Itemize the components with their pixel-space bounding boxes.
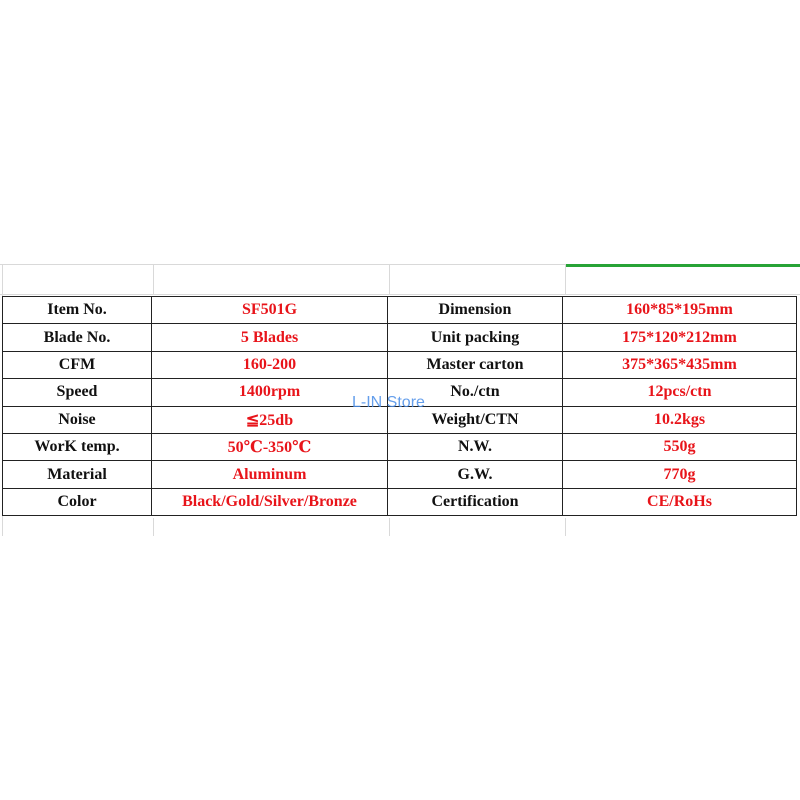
cell-label[interactable]: Blade No.	[3, 324, 152, 351]
cell-value[interactable]: 550g	[563, 433, 797, 460]
cell-value[interactable]: 375*365*435mm	[563, 351, 797, 378]
table-row	[3, 351, 797, 378]
cell-value[interactable]: CE/RoHs	[563, 488, 797, 515]
cell-label[interactable]: Noise	[3, 406, 152, 433]
cell-label[interactable]: Certification	[388, 488, 563, 515]
cell-label[interactable]: WorK temp.	[3, 433, 152, 460]
cell-value[interactable]: 770g	[563, 461, 797, 488]
cell-label[interactable]: Color	[3, 488, 152, 515]
cell-label[interactable]: Item No.	[3, 297, 152, 324]
gridline	[153, 518, 154, 536]
cell-value[interactable]: Black/Gold/Silver/Bronze	[152, 488, 388, 515]
gridline	[565, 518, 566, 536]
cell-value[interactable]: 175*120*212mm	[563, 324, 797, 351]
cell-value[interactable]: 160*85*195mm	[563, 297, 797, 324]
gridline	[0, 294, 800, 295]
table-row	[3, 461, 797, 488]
cell-value[interactable]: 10.2kgs	[563, 406, 797, 433]
cell-value[interactable]: 5 Blades	[152, 324, 388, 351]
gridline	[389, 264, 390, 294]
table-row	[3, 488, 797, 515]
cell-value[interactable]: 50℃-350℃	[152, 433, 388, 460]
gridline	[565, 264, 566, 294]
cell-value[interactable]: ≦25db	[152, 406, 388, 433]
cell-label[interactable]: Master carton	[388, 351, 563, 378]
cell-label[interactable]: Unit packing	[388, 324, 563, 351]
cell-value[interactable]: 1400rpm	[152, 379, 388, 406]
cell-label[interactable]: Dimension	[388, 297, 563, 324]
cell-label[interactable]: CFM	[3, 351, 152, 378]
cell-label[interactable]: G.W.	[388, 461, 563, 488]
gridline	[153, 264, 154, 294]
cell-label[interactable]: Material	[3, 461, 152, 488]
cell-value[interactable]: 160-200	[152, 351, 388, 378]
cell-value[interactable]: 12pcs/ctn	[563, 379, 797, 406]
store-watermark: L-IN Store	[352, 394, 425, 411]
cell-value[interactable]: Aluminum	[152, 461, 388, 488]
table-row	[3, 324, 797, 351]
cell-selection-indicator	[566, 264, 800, 267]
table-row	[3, 297, 797, 324]
gridline	[389, 518, 390, 536]
cell-value[interactable]: SF501G	[152, 297, 388, 324]
cell-label[interactable]: N.W.	[388, 433, 563, 460]
cell-label[interactable]: Weight/CTN	[388, 406, 563, 433]
cell-label[interactable]: No./ctn	[388, 379, 563, 406]
cell-label[interactable]: Speed	[3, 379, 152, 406]
table-row	[3, 433, 797, 460]
